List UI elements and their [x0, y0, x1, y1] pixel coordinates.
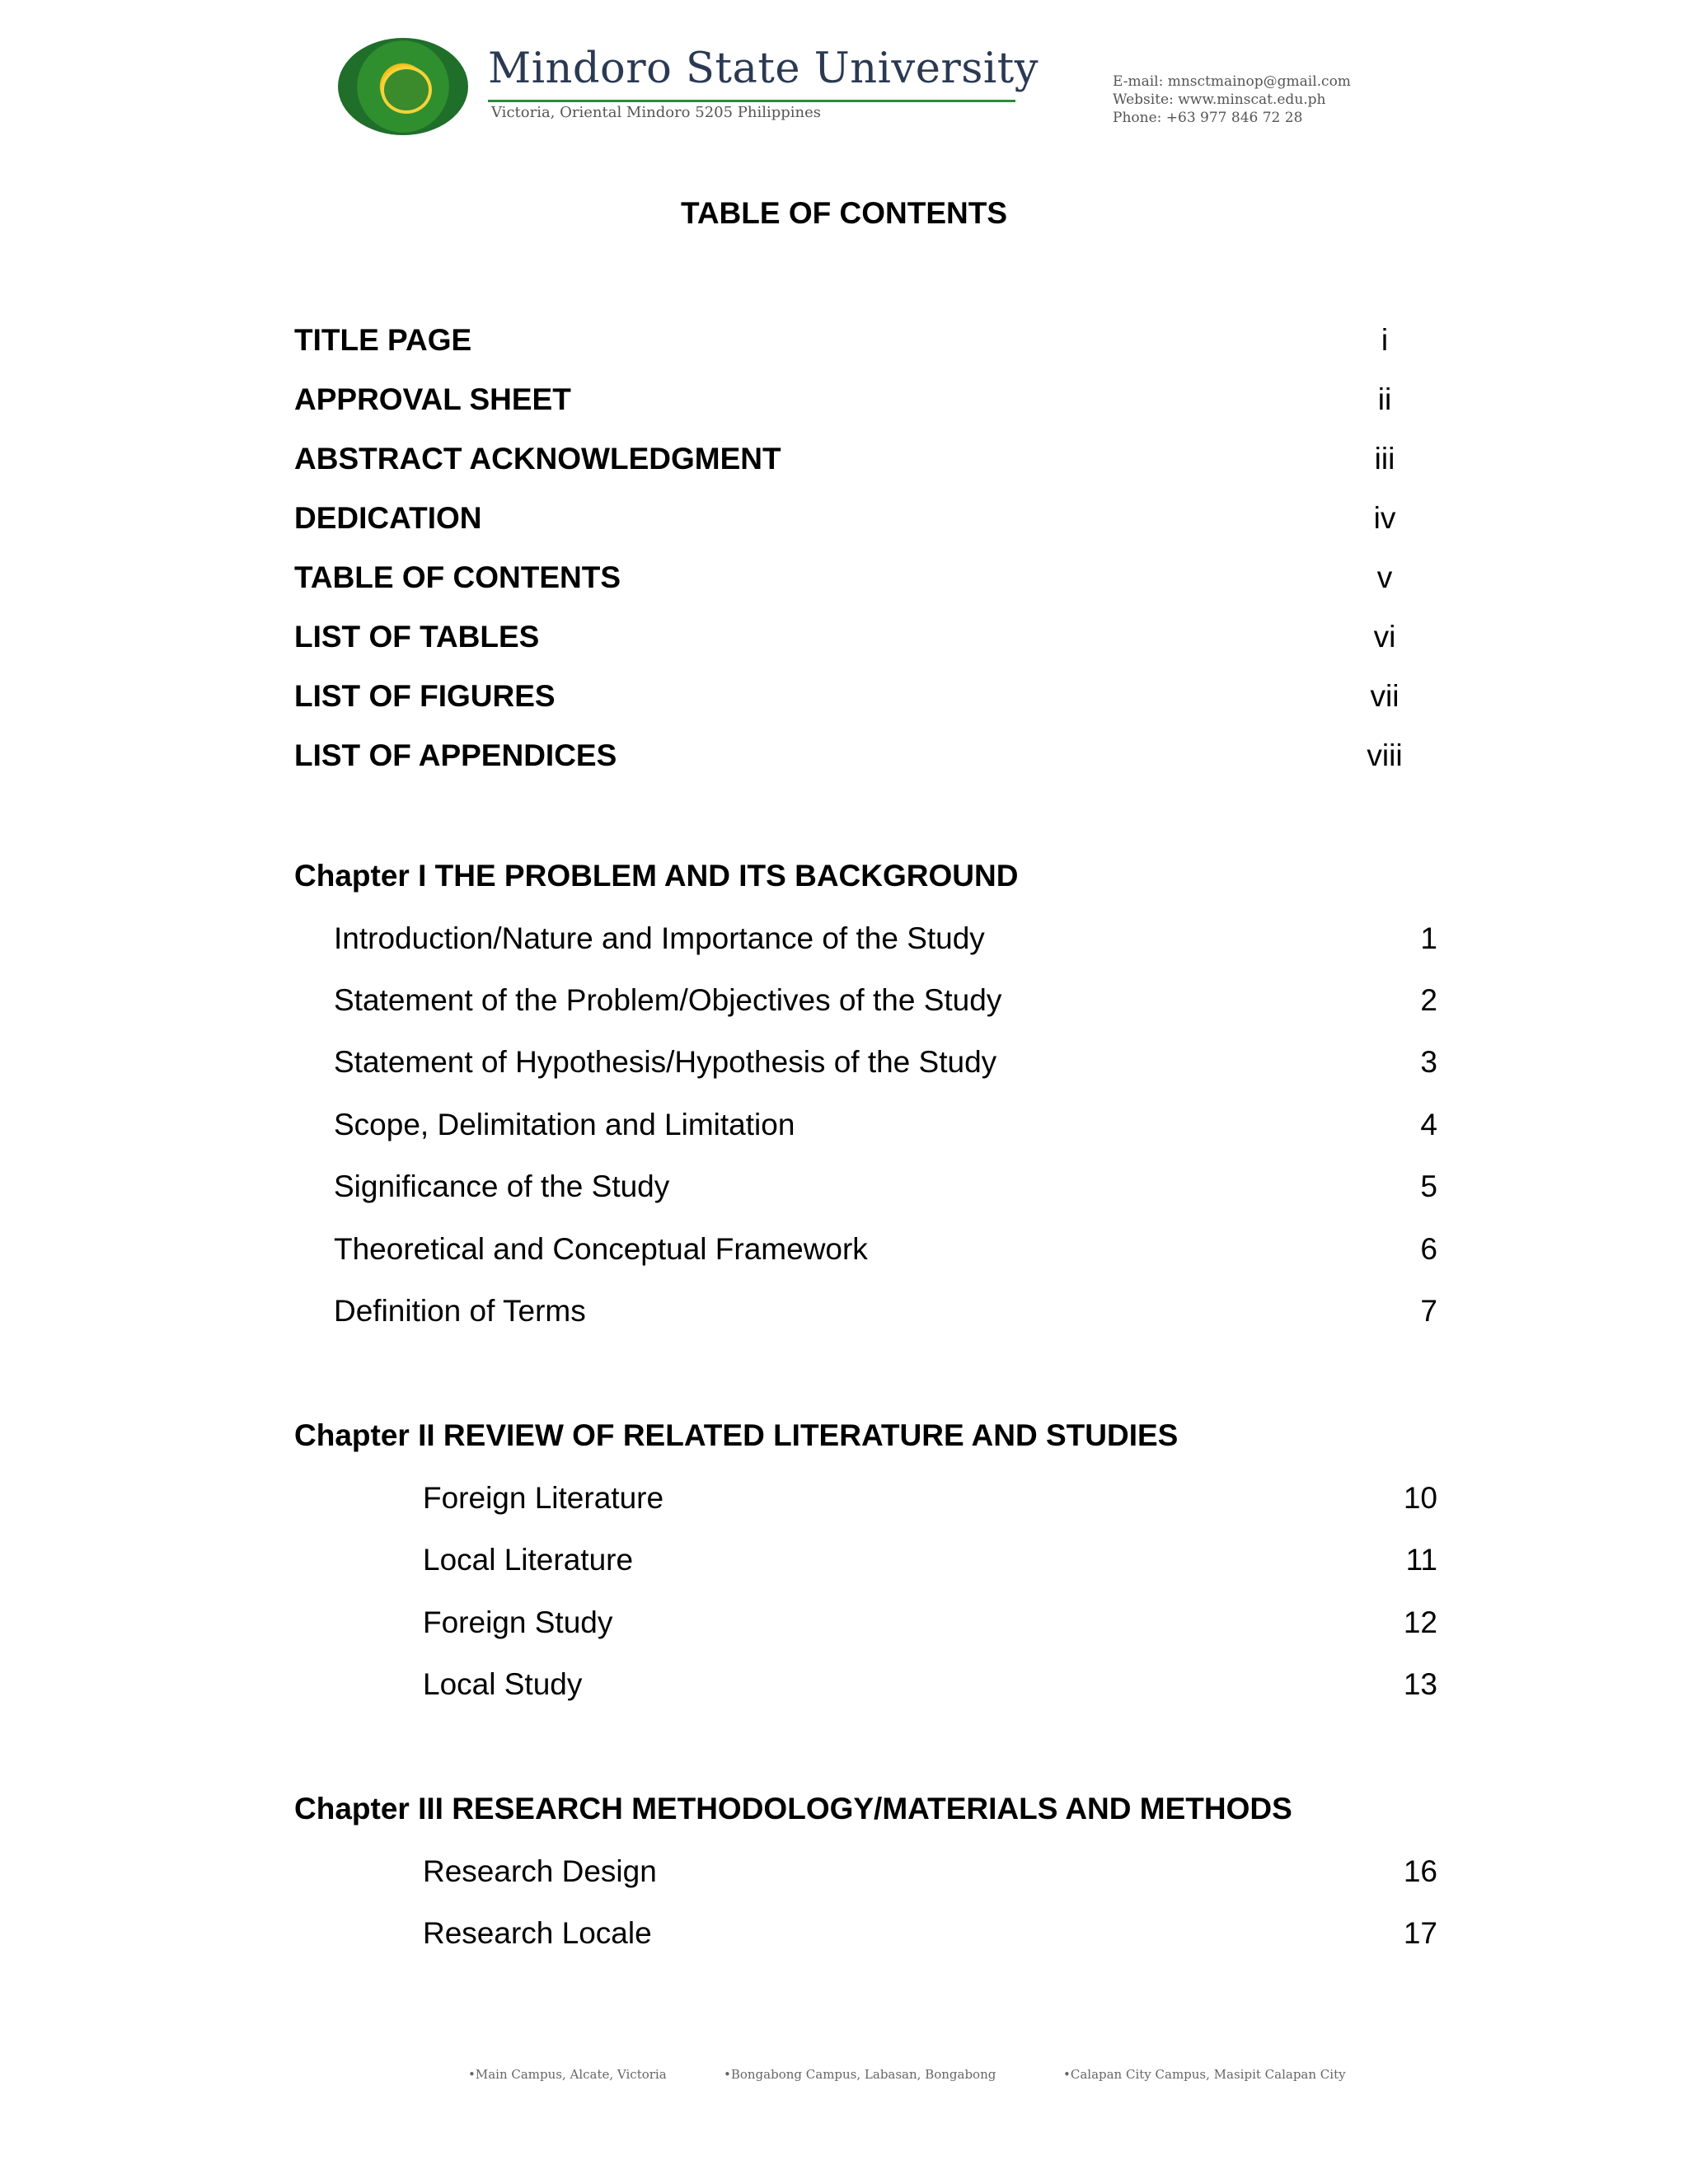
toc-entry — [0, 1045, 1688, 1086]
toc-entry-page: 2 — [1420, 983, 1437, 1017]
toc-entry-page: iii — [1374, 442, 1395, 476]
contact-phone: Phone: +63 977 846 72 28 — [1113, 110, 1303, 126]
toc-entry — [0, 501, 1688, 542]
toc-entry-page: i — [1381, 323, 1389, 357]
contact-block — [1113, 73, 1351, 127]
toc-entry-label: Scope, Delimitation and Limitation — [334, 1108, 795, 1141]
toc-entry — [0, 679, 1688, 720]
toc-entry — [0, 1294, 1688, 1335]
toc-entry-page: 3 — [1420, 1045, 1437, 1079]
toc-entry — [0, 1916, 1688, 1957]
toc-entry — [0, 1543, 1688, 1584]
toc-entry — [0, 1232, 1688, 1273]
toc-entry-label: Significance of the Study — [334, 1169, 670, 1203]
toc-entry — [0, 1481, 1688, 1522]
chapter-heading — [0, 859, 1688, 900]
toc-entry — [0, 1605, 1688, 1647]
toc-entry — [0, 983, 1688, 1024]
toc-entry-page: 17 — [1403, 1916, 1437, 1950]
toc-entry-label: APPROVAL SHEET — [294, 382, 571, 416]
page-title: TABLE OF CONTENTS — [680, 196, 1007, 230]
toc-entry-page: 10 — [1403, 1481, 1437, 1515]
toc-entry-page: iv — [1373, 501, 1396, 535]
contact-website: Website: www.minscat.edu.ph — [1113, 91, 1326, 108]
footer-campus: •Main Campus, Alcate, Victoria — [468, 2067, 667, 2082]
toc-entry-label: DEDICATION — [294, 501, 482, 535]
toc-entry — [0, 1108, 1688, 1149]
toc-entry-page: 11 — [1405, 1543, 1437, 1577]
toc-entry — [0, 442, 1688, 483]
toc-entry — [0, 921, 1688, 963]
toc-entry-label: TABLE OF CONTENTS — [294, 560, 621, 594]
toc-entry-label: Local Literature — [423, 1543, 634, 1577]
toc-entry-page: 4 — [1420, 1108, 1437, 1141]
university-address: Victoria, Oriental Mindoro 5205 Philippines — [491, 104, 822, 121]
toc-entry-page: vii — [1370, 679, 1400, 713]
letterhead — [338, 36, 1409, 143]
footer-campus: •Bongabong Campus, Labasan, Bongabong — [724, 2067, 996, 2082]
chapter-title: Chapter I THE PROBLEM AND ITS BACKGROUND — [294, 859, 1019, 893]
letterhead-rule — [488, 100, 1015, 102]
toc-entry-label: LIST OF APPENDICES — [294, 738, 617, 772]
toc-entry — [0, 1169, 1688, 1211]
toc-entry-page: 12 — [1403, 1605, 1437, 1639]
toc-entry — [0, 560, 1688, 602]
toc-entry-label: LIST OF FIGURES — [294, 679, 556, 713]
footer-campus: •Calapan City Campus, Masipit Calapan City — [1063, 2067, 1346, 2082]
chapter-heading — [0, 1792, 1688, 1833]
toc-entry-page: 5 — [1420, 1169, 1437, 1203]
toc-entry-page: 16 — [1403, 1854, 1437, 1888]
toc-entry — [0, 620, 1688, 661]
toc-entry-label: Statement of Hypothesis/Hypothesis of the Study — [334, 1045, 997, 1079]
toc-entry-page: 13 — [1403, 1667, 1437, 1701]
toc-entry-page: 1 — [1420, 921, 1437, 955]
university-name: Mindoro State University — [488, 45, 1039, 93]
toc-entry-label: Research Design — [423, 1854, 657, 1888]
university-seal-icon — [338, 38, 468, 135]
toc-entry-label: Definition of Terms — [334, 1294, 586, 1328]
toc-entry-label: TITLE PAGE — [294, 323, 472, 357]
toc-entry — [0, 323, 1688, 364]
chapter-heading — [0, 1418, 1688, 1460]
toc-entry-label: Foreign Study — [423, 1605, 613, 1639]
toc-entry-page: 7 — [1420, 1294, 1437, 1328]
chapter-title: Chapter II REVIEW OF RELATED LITERATURE AND STUDIES — [294, 1418, 1179, 1452]
toc-entry — [0, 1667, 1688, 1708]
toc-entry-page: vi — [1373, 620, 1396, 654]
chapter-title: Chapter III RESEARCH METHODOLOGY/MATERIALS AND METHODS — [294, 1792, 1292, 1825]
toc-entry-page: v — [1376, 560, 1393, 594]
toc-entry-label: Introduction/Nature and Importance of the Study — [334, 921, 985, 955]
toc-entry-label: LIST OF TABLES — [294, 620, 540, 654]
toc-entry — [0, 738, 1688, 780]
toc-entry-page: ii — [1377, 382, 1392, 416]
toc-entry-label: Statement of the Problem/Objectives of the Study — [334, 983, 1002, 1017]
toc-entry-label: ABSTRACT ACKNOWLEDGMENT — [294, 442, 781, 476]
toc-entry — [0, 1854, 1688, 1896]
toc-entry-label: Theoretical and Conceptual Framework — [334, 1232, 868, 1266]
contact-email: E-mail: mnsctmainop@gmail.com — [1113, 73, 1351, 90]
toc-entry-page: 6 — [1420, 1232, 1437, 1266]
toc-entry-label: Foreign Literature — [423, 1481, 664, 1515]
toc-entry — [0, 382, 1688, 424]
toc-entry-label: Research Locale — [423, 1916, 652, 1950]
toc-entry-label: Local Study — [423, 1667, 583, 1701]
toc-entry-page: viii — [1367, 738, 1403, 772]
